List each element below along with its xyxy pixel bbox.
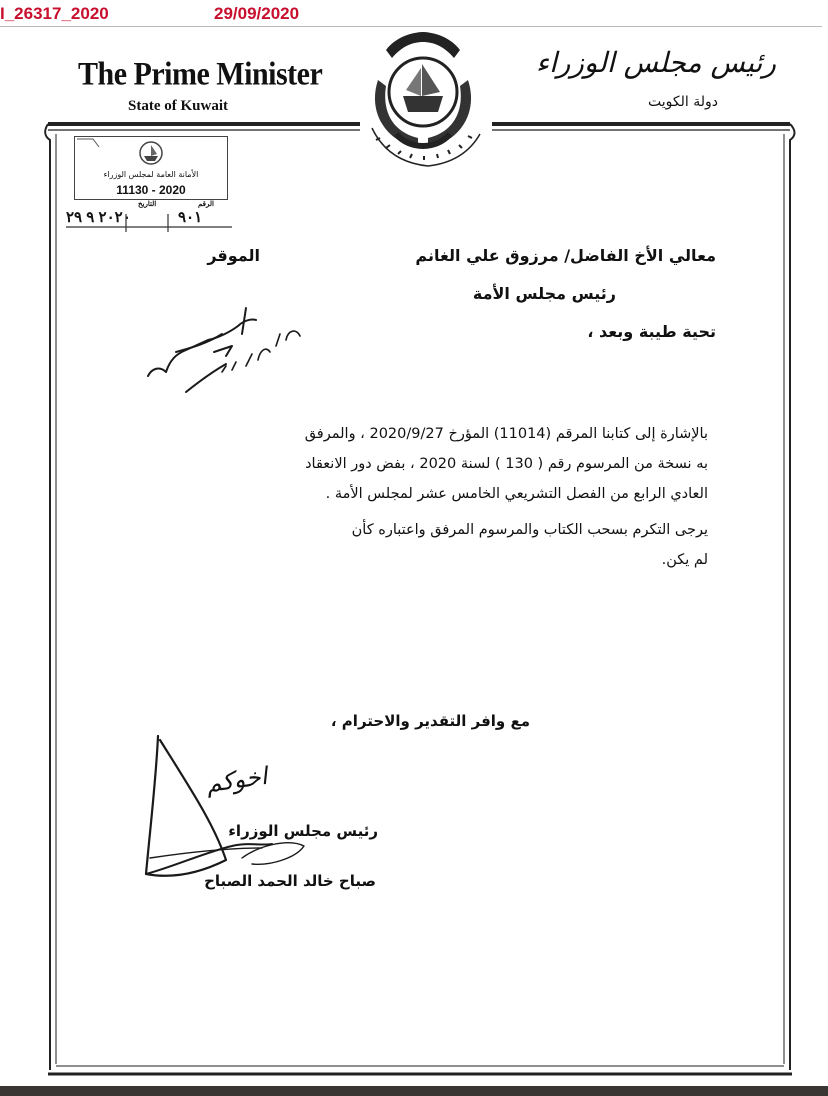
salutation: معالي الأخ الفاضل/ مرزوق علي الغانم	[415, 246, 716, 265]
signer-title: رئيس مجلس الوزراء	[228, 822, 378, 840]
stamp-ref-value: ٩٠١	[178, 209, 203, 226]
stamp-date-value: ٢٠٢٠ ٩ ٢٩	[66, 209, 131, 226]
greeting: تحية طيبة وبعد ،	[587, 322, 716, 341]
arabic-title: رئيس مجلس الوزراء	[535, 46, 776, 79]
stamp-number-label: الرقم	[198, 201, 214, 208]
english-title: The Prime Minister	[78, 56, 323, 93]
handwritten-note: اخوكم	[204, 761, 269, 799]
signer-name: صباح خالد الحمد الصباح	[204, 872, 376, 890]
addressee-title: رئيس مجلس الأمة	[472, 284, 616, 303]
closing: مع وافر التقدير والاحترام ،	[330, 712, 530, 730]
reference-date: 29/09/2020	[214, 4, 300, 23]
request-line-2: لم يكن.	[661, 552, 708, 568]
honorific: الموقر	[207, 246, 260, 265]
body-line-1: بالإشارة إلى كتابنا المرقم (11014) المؤرخ 2020/9/27 ، والمرفق	[304, 426, 708, 442]
bottom-bar	[0, 1086, 828, 1096]
request-line-1: يرجى التكرم بسحب الكتاب والمرسوم المرفق واعتباره كأن	[351, 522, 708, 538]
stamp-date-label: التاريخ	[138, 201, 157, 208]
reference-id: I_26317_2020	[0, 4, 109, 23]
stamp-organization: الأمانة العامة لمجلس الوزراء	[103, 170, 199, 179]
stamp-number: 11130 - 2020	[116, 183, 186, 197]
arabic-subtitle: دولة الكويت	[648, 94, 718, 110]
body-line-2: به نسخة من المرسوم رقم ( 130 ) لسنة 2020 ، بفض دور الانعقاد	[305, 456, 708, 472]
english-subtitle: State of Kuwait	[128, 98, 228, 114]
body-line-3: العادي الرابع من الفصل التشريعي الخامس عشر لمجلس الأمة .	[325, 486, 708, 502]
